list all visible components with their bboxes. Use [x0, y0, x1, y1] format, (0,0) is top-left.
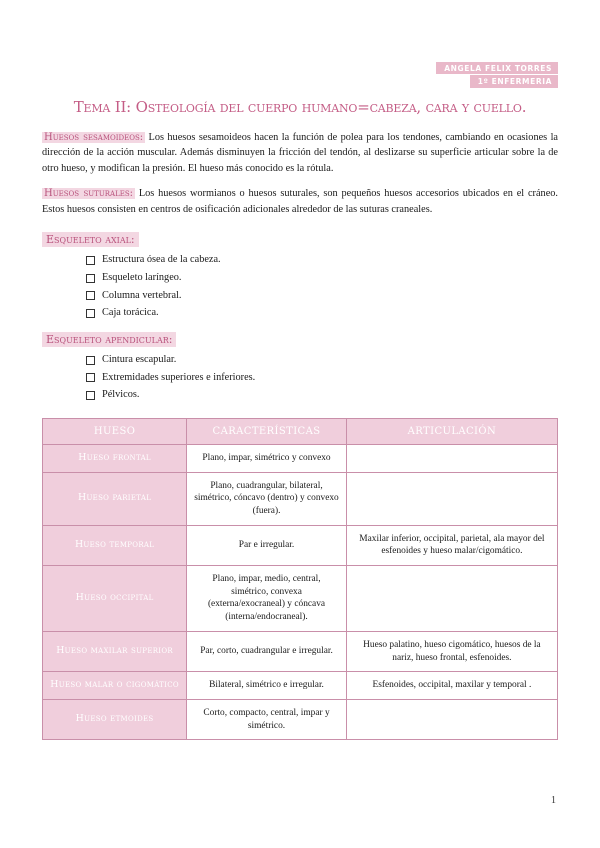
cell-bone: Hueso temporal	[43, 525, 187, 565]
table-row	[43, 444, 558, 472]
cell-features: Par, corto, cuadrangular e irregular.	[187, 631, 347, 671]
cell-bone: Hueso occipital	[43, 566, 187, 632]
checklist-esqueleto-apendicular	[42, 352, 558, 404]
paragraph-suturales	[42, 186, 558, 217]
column-header-articulacion: ARTICULACIÓN	[346, 418, 557, 444]
author-name: ANGELA FELIX TORRES	[436, 62, 558, 74]
list-item	[86, 252, 558, 269]
paragraph-sesamoideos	[42, 130, 558, 176]
table-row	[43, 472, 558, 525]
list-item	[86, 352, 558, 369]
list-item-label: Extremidades superiores e inferiores.	[102, 371, 256, 383]
column-header-caracteristicas: CARACTERÍSTICAS	[187, 418, 347, 444]
list-item	[86, 305, 558, 322]
author-header	[42, 62, 558, 88]
cell-features: Par e irregular.	[187, 525, 347, 565]
cell-bone: Hueso etmoides	[43, 699, 187, 739]
term-suturales: Huesos suturales:	[44, 188, 133, 200]
list-item-label: Cintura escapular.	[102, 353, 177, 365]
table-row	[43, 525, 558, 565]
checkbox-icon[interactable]	[86, 291, 95, 300]
checkbox-icon[interactable]	[86, 256, 95, 265]
list-item	[86, 370, 558, 387]
cell-features: Plano, impar, simétrico y convexo	[187, 444, 347, 472]
checkbox-icon[interactable]	[86, 391, 95, 400]
cell-features: Bilateral, simétrico e irregular.	[187, 672, 347, 700]
cell-articulation	[346, 444, 557, 472]
cell-bone: Hueso malar o cigomático	[43, 672, 187, 700]
page-title: Tema II: Osteología del cuerpo humano=cabeza, cara y cuello.	[73, 97, 527, 116]
term-sesamoideos: Huesos sesamoideos:	[44, 131, 144, 143]
paragraph-sesamoideos-text: Los huesos sesamoideos hacen la función de polea para los tendones, cambiando en ocasiones la dirección de la acción muscular. Además disminuyen la fricción del tendón, al deslizarse su superficie articular sobre la de otro hueso, y modifican la presión. El hueso más conocido es la rótula.	[42, 131, 559, 174]
list-item-label: Estructura ósea de la cabeza.	[102, 254, 221, 266]
cell-articulation	[346, 699, 557, 739]
cell-articulation: Hueso palatino, hueso cigomático, huesos de la nariz, hueso frontal, esfenoides.	[346, 631, 557, 671]
table-row	[43, 672, 558, 700]
table-row	[43, 699, 558, 739]
table-row	[43, 631, 558, 671]
cell-articulation	[346, 566, 557, 632]
checkbox-icon[interactable]	[86, 356, 95, 365]
page-number: 1	[551, 795, 556, 806]
list-item	[86, 387, 558, 404]
column-header-hueso: HUESO	[43, 418, 187, 444]
cell-articulation	[346, 472, 557, 525]
cell-features: Corto, compacto, central, impar y simétrico.	[187, 699, 347, 739]
table-row	[43, 566, 558, 632]
cell-bone: Hueso frontal	[43, 444, 187, 472]
cell-features: Plano, cuadrangular, bilateral, simétrico, cóncavo (dentro) y convexo (fuera).	[187, 472, 347, 525]
table-header-row	[43, 418, 558, 444]
section-heading-esqueleto-apendicular: Esqueleto apendicular:	[42, 332, 176, 347]
list-item-label: Columna vertebral.	[102, 289, 182, 301]
checkbox-icon[interactable]	[86, 274, 95, 283]
cell-articulation: Maxilar inferior, occipital, parietal, ala mayor del esfenoides y hueso malar/cigomático.	[346, 525, 557, 565]
checklist-esqueleto-axial	[42, 252, 558, 322]
checkbox-icon[interactable]	[86, 373, 95, 382]
section-heading-esqueleto-axial: Esqueleto axial:	[42, 232, 139, 247]
checkbox-icon[interactable]	[86, 309, 95, 318]
paragraph-suturales-text: Los huesos wormianos o huesos suturales, son pequeños huesos accesorios ubicados en el cráneo. Estos huesos consisten en centros de osificación adicionales alrededor de las suturas craneales.	[42, 188, 558, 215]
cell-features: Plano, impar, medio, central, simétrico, convexa (externa/exocraneal) y cóncava (interna/endocraneal).	[187, 566, 347, 632]
cell-bone: Hueso maxilar superior	[43, 631, 187, 671]
author-course: 1º ENFERMERIA	[470, 75, 558, 87]
cell-bone: Hueso parietal	[43, 472, 187, 525]
list-item-label: Esqueleto laríngeo.	[102, 271, 182, 283]
list-item-label: Caja torácica.	[102, 307, 159, 319]
bones-table	[42, 418, 558, 740]
list-item	[86, 270, 558, 287]
list-item-label: Pélvicos.	[102, 389, 140, 401]
cell-articulation: Esfenoides, occipital, maxilar y temporal .	[346, 672, 557, 700]
list-item	[86, 288, 558, 305]
